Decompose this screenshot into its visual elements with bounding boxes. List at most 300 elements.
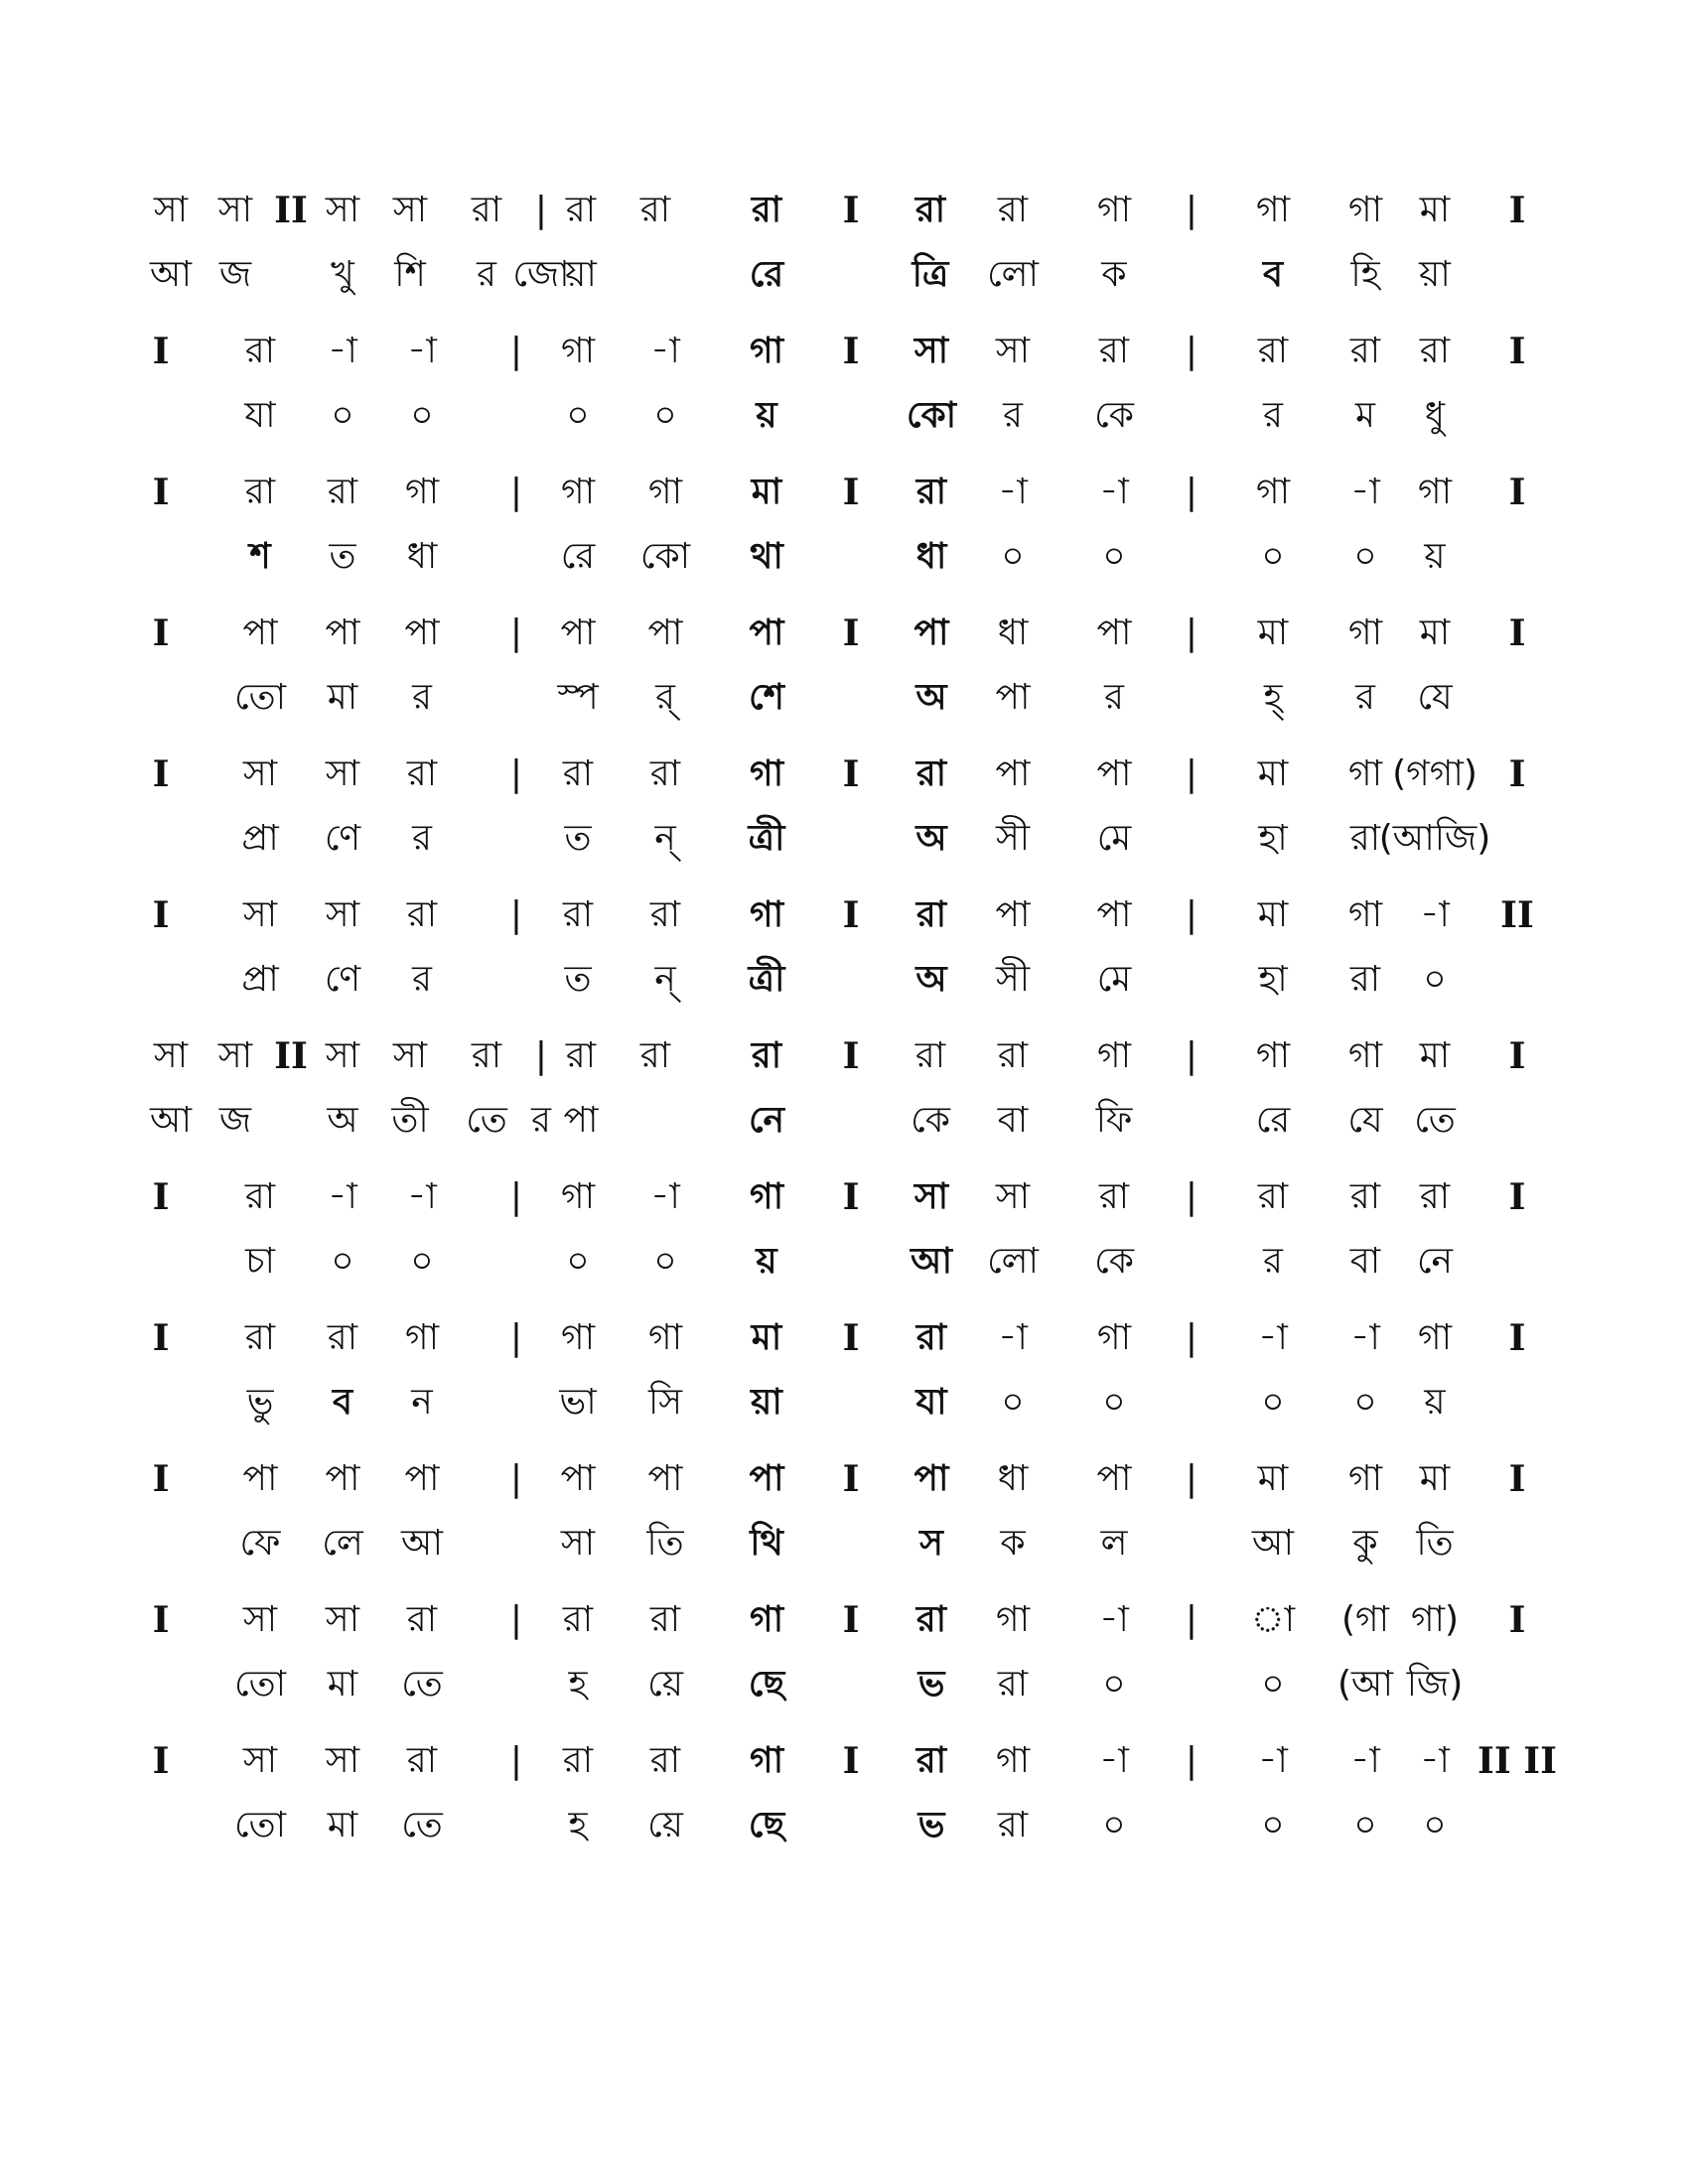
swar-note: I xyxy=(842,1740,860,1782)
lyric-syllable: পা xyxy=(995,677,1031,718)
lyric-syllable: র xyxy=(1263,395,1283,436)
swar-note: মা xyxy=(1257,894,1289,935)
lyric-row xyxy=(0,1238,1688,1286)
swar-row xyxy=(0,328,1688,375)
swar-note: রা xyxy=(914,190,946,230)
lyric-syllable: খু xyxy=(331,254,354,295)
lyric-syllable: ০ xyxy=(331,1241,354,1282)
swar-note: -া xyxy=(1350,1317,1380,1358)
lyric-syllable: ক xyxy=(1101,254,1127,295)
swar-note: গা xyxy=(1347,1458,1383,1499)
lyric-syllable: অ xyxy=(915,677,947,718)
swar-note: গা xyxy=(1347,894,1383,935)
lyric-syllable: ণে xyxy=(324,959,361,1000)
lyric-syllable: ০ xyxy=(566,1241,590,1282)
lyric-syllable: র xyxy=(1355,677,1375,718)
swar-note: সা xyxy=(995,331,1031,371)
swar-note: গা xyxy=(647,472,683,512)
lyric-syllable: ০ xyxy=(566,395,590,436)
swar-note: I xyxy=(152,331,170,372)
lyric-syllable: ত xyxy=(564,818,592,859)
lyric-syllable: হ্ xyxy=(1263,677,1283,718)
swar-note: -া xyxy=(1350,1740,1380,1781)
lyric-syllable: চা xyxy=(245,1241,275,1282)
swar-row xyxy=(0,187,1688,234)
swar-note: রা xyxy=(406,894,438,935)
swar-note: I xyxy=(842,472,860,513)
swar-note: I xyxy=(152,753,170,795)
lyric-syllable: ন্ xyxy=(654,818,676,859)
swar-note: -া xyxy=(407,1176,437,1217)
swar-note: গা xyxy=(749,1176,784,1217)
lyric-syllable: রে xyxy=(749,254,784,295)
swar-note: রা xyxy=(327,1317,358,1358)
swar-note: রা xyxy=(471,1035,502,1076)
lyric-syllable: মে xyxy=(1096,959,1132,1000)
lyric-syllable: তে xyxy=(466,1100,507,1141)
swar-note: সা xyxy=(242,753,278,794)
lyric-syllable: তো xyxy=(233,677,287,718)
lyric-syllable: ০ xyxy=(653,1241,677,1282)
lyric-syllable: ধু xyxy=(1424,395,1446,436)
swar-row xyxy=(0,1314,1688,1362)
swar-note: গা xyxy=(1096,1317,1132,1358)
swar-note: পা xyxy=(749,1458,784,1499)
lyric-syllable: য়ে xyxy=(647,1805,683,1845)
swar-note: সা xyxy=(914,331,949,371)
swar-note: | xyxy=(1185,190,1198,230)
swar-note: পা xyxy=(1096,894,1132,935)
swar-note: গা xyxy=(1417,472,1453,512)
swar-note: (গগা) xyxy=(1392,753,1477,794)
lyric-syllable: ফি xyxy=(1095,1100,1133,1141)
swar-note: রা xyxy=(915,894,947,935)
swar-note: I xyxy=(152,1458,170,1500)
swar-note: রা xyxy=(471,190,502,230)
swar-note: রা xyxy=(915,1740,947,1781)
swar-note: সা xyxy=(242,1599,278,1640)
swar-note: সা xyxy=(325,1599,360,1640)
swar-note: -া xyxy=(328,331,357,371)
lyric-syllable: ভ xyxy=(917,1805,945,1845)
lyric-syllable: তী xyxy=(391,1100,429,1141)
swar-note: সা xyxy=(392,190,428,230)
lyric-syllable: ধা xyxy=(915,536,947,577)
swar-note: I xyxy=(842,894,860,936)
swar-note: রা xyxy=(562,753,594,794)
swar-note: রা xyxy=(649,753,681,794)
swar-note: রা xyxy=(649,894,681,935)
lyric-syllable: ০ xyxy=(1261,1805,1285,1845)
swar-note: পা xyxy=(995,894,1031,935)
lyric-syllable: ভা xyxy=(559,1382,597,1423)
lyric-syllable: কু xyxy=(1352,1523,1378,1564)
lyric-syllable: ম xyxy=(1355,395,1375,436)
lyric-syllable: র xyxy=(1104,677,1124,718)
lyric-syllable: বা xyxy=(997,1100,1029,1141)
swar-note: রা xyxy=(751,190,782,230)
lyric-syllable: রা xyxy=(997,1805,1029,1845)
lyric-syllable: হা xyxy=(1258,818,1288,859)
lyric-syllable: সী xyxy=(995,959,1031,1000)
lyric-syllable: তে xyxy=(401,1805,443,1845)
lyric-syllable: র xyxy=(477,254,496,295)
swar-note: পা xyxy=(647,1458,683,1499)
lyric-syllable: কে xyxy=(911,1100,950,1141)
swar-note: | xyxy=(1185,472,1198,512)
swar-note: রা xyxy=(244,1317,276,1358)
lyric-syllable: র xyxy=(412,818,432,859)
lyric-syllable: জ xyxy=(218,254,252,295)
swar-note: | xyxy=(509,1317,523,1358)
swar-note: | xyxy=(1185,1599,1198,1640)
swar-note: পা xyxy=(1096,1458,1132,1499)
swar-note: পা xyxy=(404,1458,440,1499)
swar-note: | xyxy=(1185,1458,1198,1499)
lyric-syllable: ০ xyxy=(1261,1382,1285,1423)
lyric-syllable: ০ xyxy=(1353,1805,1377,1845)
lyric-syllable: শ xyxy=(249,536,271,577)
swar-note: -া xyxy=(407,331,437,371)
swar-note: সা xyxy=(995,1176,1031,1217)
swar-note: -া xyxy=(1258,1317,1288,1358)
swar-note: I xyxy=(152,1740,170,1782)
swar-note: -া xyxy=(1099,1740,1129,1781)
swar-note: সা xyxy=(242,1740,278,1781)
swar-note: গা xyxy=(1255,472,1291,512)
lyric-syllable: নে xyxy=(1416,1241,1454,1282)
swar-note: রা xyxy=(244,331,276,371)
lyric-syllable: কে xyxy=(1094,1241,1134,1282)
lyric-syllable: ০ xyxy=(410,1241,434,1282)
swar-note: গা xyxy=(749,331,784,371)
swar-note: রা xyxy=(562,1740,594,1781)
lyric-syllable: ০ xyxy=(1353,1382,1377,1423)
swar-note: রা xyxy=(751,1035,782,1076)
lyric-syllable: আ xyxy=(150,1100,192,1141)
swar-note: সা xyxy=(914,1176,949,1217)
lyric-syllable: তে xyxy=(401,1664,443,1705)
swar-note: I xyxy=(842,1176,860,1218)
swar-note: -া xyxy=(1350,472,1380,512)
swar-note: | xyxy=(509,894,523,935)
swar-note: মা xyxy=(1419,613,1451,653)
swar-note: মা xyxy=(1257,753,1289,794)
swar-note: গা xyxy=(1096,190,1132,230)
lyric-syllable: ছে xyxy=(748,1805,785,1845)
swar-note: I xyxy=(1508,1458,1526,1500)
swar-note: রা xyxy=(997,1035,1029,1076)
swar-note: -া xyxy=(650,1176,680,1217)
lyric-syllable: বা xyxy=(1349,1241,1381,1282)
lyric-syllable: র xyxy=(412,959,432,1000)
lyric-syllable: সী xyxy=(995,818,1031,859)
swar-note: | xyxy=(509,1599,523,1640)
lyric-syllable: হ xyxy=(568,1664,588,1705)
swar-note: সা xyxy=(153,190,189,230)
swar-note: রা xyxy=(915,1599,947,1640)
lyric-syllable: য় xyxy=(1424,536,1446,577)
swar-note: রা xyxy=(406,753,438,794)
swar-note: I xyxy=(842,190,860,231)
swar-note: | xyxy=(1185,1740,1198,1781)
swar-note: পা xyxy=(995,753,1031,794)
lyric-syllable: আ xyxy=(150,254,192,295)
swar-note: I xyxy=(842,1458,860,1500)
swar-row xyxy=(0,1455,1688,1503)
swar-note: সা xyxy=(153,1035,189,1076)
swar-note: গা xyxy=(749,894,784,935)
lyric-syllable: তো xyxy=(233,1664,287,1705)
swar-note: (গা xyxy=(1340,1599,1390,1640)
swar-note: গা xyxy=(1417,1317,1453,1358)
swar-note: পা xyxy=(914,613,949,653)
lyric-syllable: শে xyxy=(749,677,784,718)
swar-note: রা xyxy=(565,190,597,230)
lyric-syllable: থা xyxy=(750,536,783,577)
lyric-syllable: (আজি) xyxy=(1378,818,1491,859)
lyric-syllable: তো xyxy=(233,1805,287,1845)
swar-note: I xyxy=(1508,1317,1526,1359)
swar-note: ধা xyxy=(997,1458,1029,1499)
swar-note: রা xyxy=(1257,331,1289,371)
lyric-syllable: ০ xyxy=(1102,1805,1126,1845)
swar-note: গা xyxy=(1347,753,1383,794)
lyric-row xyxy=(0,1520,1688,1568)
lyric-row xyxy=(0,1802,1688,1849)
lyric-syllable: য়া xyxy=(565,254,597,295)
swar-row xyxy=(0,469,1688,516)
swar-note: সা xyxy=(325,753,360,794)
swar-note: I xyxy=(1508,472,1526,513)
swar-note: রা xyxy=(1419,331,1451,371)
swar-note: II xyxy=(1500,894,1534,936)
swar-note: মা xyxy=(1257,1458,1289,1499)
lyric-syllable: ন্ xyxy=(654,959,676,1000)
swar-note: রা xyxy=(639,190,671,230)
swar-note: | xyxy=(509,472,523,512)
lyric-row xyxy=(0,674,1688,722)
swar-note: রা xyxy=(562,1599,594,1640)
swar-note: সা xyxy=(325,1740,360,1781)
swar-note: মা xyxy=(1419,1035,1451,1076)
swar-note: II xyxy=(274,1035,308,1077)
lyric-syllable: হ xyxy=(568,1805,588,1845)
swar-note: া xyxy=(1250,1599,1296,1640)
lyric-syllable: য়া xyxy=(1419,254,1451,295)
swar-note: গা xyxy=(749,1599,784,1640)
lyric-syllable: রে xyxy=(1255,1100,1291,1141)
swar-note: | xyxy=(509,331,523,371)
swar-note: | xyxy=(1185,1035,1198,1076)
lyric-syllable: ০ xyxy=(653,395,677,436)
swar-note: রা xyxy=(1419,1176,1451,1217)
swar-note: মা xyxy=(1419,190,1451,230)
swar-note: গা xyxy=(995,1740,1031,1781)
swar-note: পা xyxy=(914,1458,949,1499)
lyric-syllable: ০ xyxy=(1423,1805,1447,1845)
lyric-row xyxy=(0,1661,1688,1708)
lyric-syllable: অ xyxy=(915,818,947,859)
lyric-syllable: ০ xyxy=(1261,536,1285,577)
lyric-syllable: মা xyxy=(327,677,358,718)
swar-note: গা xyxy=(1347,190,1383,230)
lyric-syllable: ত xyxy=(564,959,592,1000)
swar-row xyxy=(0,610,1688,657)
swar-note: | xyxy=(534,1035,548,1076)
lyric-syllable: কো xyxy=(906,395,957,436)
swar-note: রা xyxy=(915,1317,947,1358)
swar-note: I xyxy=(1508,190,1526,231)
lyric-syllable: ধা xyxy=(406,536,438,577)
swar-note: I xyxy=(152,472,170,513)
swar-note: -া xyxy=(1099,1599,1129,1640)
swar-note: রা xyxy=(649,1740,681,1781)
lyric-syllable: ব xyxy=(332,1382,353,1423)
lyric-syllable: রা xyxy=(997,1664,1029,1705)
swar-note: রা xyxy=(562,894,594,935)
swar-note: সা xyxy=(217,190,253,230)
swar-note: I xyxy=(152,1599,170,1641)
swar-note: পা xyxy=(325,613,360,653)
swar-note: সা xyxy=(217,1035,253,1076)
swar-note: | xyxy=(1185,753,1198,794)
lyric-syllable: জ xyxy=(218,1100,252,1141)
swar-note: রা xyxy=(244,1176,276,1217)
swar-note: গা xyxy=(560,1317,596,1358)
lyric-syllable: ০ xyxy=(1001,536,1025,577)
lyric-syllable: ত xyxy=(329,536,356,577)
swar-note: রা xyxy=(649,1599,681,1640)
lyric-row xyxy=(0,251,1688,299)
lyric-syllable: ছে xyxy=(748,1664,785,1705)
swar-note: পা xyxy=(242,1458,278,1499)
lyric-row xyxy=(0,1097,1688,1145)
swar-note: মা xyxy=(1419,1458,1451,1499)
swar-note: রা xyxy=(915,472,947,512)
lyric-syllable: নে xyxy=(748,1100,785,1141)
swar-note: মা xyxy=(1257,613,1289,653)
swar-note: I xyxy=(842,613,860,654)
lyric-row xyxy=(0,956,1688,1004)
swar-note: -া xyxy=(1420,894,1450,935)
swar-row xyxy=(0,1596,1688,1644)
swar-note: গা xyxy=(749,753,784,794)
swar-note: রা xyxy=(915,753,947,794)
lyric-syllable: লে xyxy=(322,1523,363,1564)
swar-note: মা xyxy=(751,1317,782,1358)
swar-note: -া xyxy=(998,1317,1028,1358)
lyric-syllable: ০ xyxy=(1001,1382,1025,1423)
lyric-syllable: ০ xyxy=(331,395,354,436)
swar-row xyxy=(0,1032,1688,1080)
lyric-syllable: রে xyxy=(560,536,596,577)
swar-note: রা xyxy=(327,472,358,512)
swar-note: | xyxy=(1185,894,1198,935)
lyric-syllable: আ xyxy=(1252,1523,1294,1564)
swar-note: গা xyxy=(647,1317,683,1358)
swar-note: রা xyxy=(1257,1176,1289,1217)
swar-note: -া xyxy=(1420,1740,1450,1781)
swar-note: গা xyxy=(560,1176,596,1217)
lyric-syllable: সা xyxy=(560,1523,596,1564)
swar-note: পা xyxy=(1096,753,1132,794)
swar-note: II II xyxy=(1477,1740,1557,1782)
lyric-syllable: রা xyxy=(1349,959,1381,1000)
lyric-syllable: যা xyxy=(244,395,276,436)
swar-note: সা xyxy=(242,894,278,935)
swar-note: গা xyxy=(560,472,596,512)
lyric-syllable: হি xyxy=(1350,254,1380,295)
lyric-syllable: স্প xyxy=(557,677,599,718)
lyric-syllable: র xyxy=(1003,395,1023,436)
swar-note: রা xyxy=(1349,1176,1381,1217)
lyric-syllable: লো xyxy=(987,254,1039,295)
lyric-syllable: লো xyxy=(987,1241,1039,1282)
lyric-syllable: ০ xyxy=(1423,959,1447,1000)
lyric-syllable: যে xyxy=(1347,1100,1383,1141)
swar-note: সা xyxy=(392,1035,428,1076)
swar-note: | xyxy=(1185,613,1198,653)
lyric-syllable: র xyxy=(412,677,432,718)
lyric-row xyxy=(0,1379,1688,1427)
swar-note: I xyxy=(842,1599,860,1641)
lyric-syllable: শি xyxy=(394,254,426,295)
lyric-syllable: কে xyxy=(1094,395,1134,436)
lyric-syllable: ব xyxy=(1262,254,1284,295)
swar-note: I xyxy=(152,894,170,936)
lyric-syllable: তি xyxy=(1416,1523,1454,1564)
swar-note: রা xyxy=(639,1035,671,1076)
lyric-syllable: ফে xyxy=(239,1523,281,1564)
swar-row xyxy=(0,1737,1688,1785)
swar-note: | xyxy=(509,1740,523,1781)
lyric-syllable: য়া xyxy=(751,1382,782,1423)
swar-note: গা xyxy=(1096,1035,1132,1076)
swar-note: | xyxy=(509,1458,523,1499)
swar-note: I xyxy=(1508,753,1526,795)
swar-note: পা xyxy=(647,613,683,653)
swar-note: পা xyxy=(560,613,596,653)
swar-note: পা xyxy=(242,613,278,653)
lyric-syllable: ভু xyxy=(246,1382,274,1423)
swar-note: পা xyxy=(749,613,784,653)
lyric-syllable: যা xyxy=(915,1382,947,1423)
swar-note: গা xyxy=(1347,613,1383,653)
swar-note: II xyxy=(274,190,308,231)
swar-note: রা xyxy=(565,1035,597,1076)
swar-note: I xyxy=(152,613,170,654)
swar-note: গা xyxy=(1347,1035,1383,1076)
swar-note: গা xyxy=(560,331,596,371)
lyric-syllable: ০ xyxy=(1353,536,1377,577)
swar-note: সা xyxy=(325,894,360,935)
lyric-syllable: র xyxy=(1263,1241,1283,1282)
swar-note: গা xyxy=(1255,190,1291,230)
swar-note: I xyxy=(842,1035,860,1077)
swar-note: I xyxy=(152,1176,170,1218)
lyric-row xyxy=(0,815,1688,863)
swar-note: রা xyxy=(1349,331,1381,371)
swar-note: সা xyxy=(325,1035,360,1076)
swar-note: I xyxy=(1508,1035,1526,1077)
swar-note: I xyxy=(842,753,860,795)
swar-note: ধা xyxy=(997,613,1029,653)
lyric-syllable: য় xyxy=(1424,1382,1446,1423)
swar-note: রা xyxy=(406,1599,438,1640)
lyric-syllable: ০ xyxy=(1102,536,1126,577)
lyric-syllable: আ xyxy=(911,1241,952,1282)
